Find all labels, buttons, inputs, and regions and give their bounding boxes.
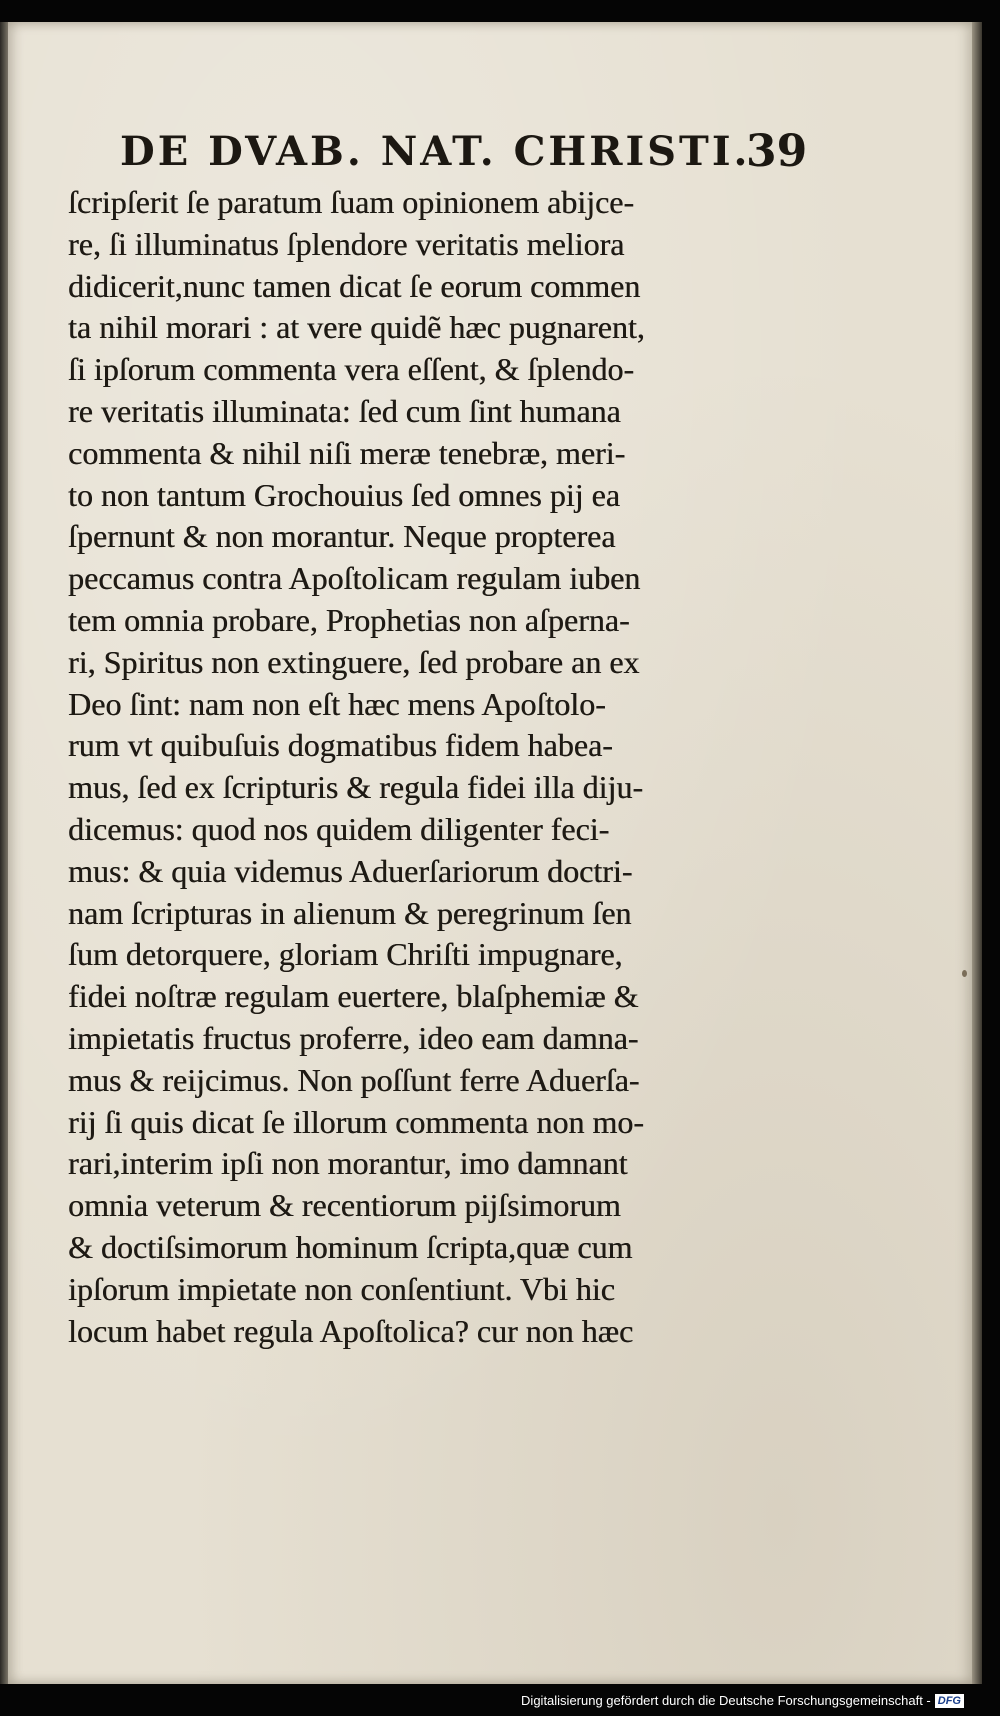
page-number: 39 (746, 126, 808, 177)
text-line: tem omnia probare, Prophetias non aſperna- (68, 601, 630, 638)
text-line: & doctiſsimorum hominum ſcripta,quæ cum (68, 1228, 633, 1265)
text-line: to non tantum Grochouius ſed omnes pij ea (68, 476, 620, 513)
text-line: rij ſi quis dicat ſe illorum commenta non mo- (68, 1103, 644, 1140)
text-line: rari,interim ipſi non morantur, imo damnant (68, 1145, 628, 1182)
text-line: mus & reijcimus. Non poſſunt ferre Aduerſa- (68, 1061, 640, 1098)
text-line: ipſorum impietate non conſentiunt. Vbi hic (68, 1270, 615, 1307)
running-head-title: DE DVAB. NAT. CHRISTI. (120, 128, 751, 175)
body-text (68, 182, 788, 1352)
text-line: ſum detorquere, gloriam Chriſti impugnare, (68, 936, 623, 973)
text-line: mus: & quia videmus Aduerſariorum doctri- (68, 852, 633, 889)
paper-speck (962, 970, 967, 977)
text-line: mus, ſed ex ſcripturis & regula fidei illa diju- (68, 769, 643, 806)
text-line: ſcripſerit ſe paratum ſuam opinionem abijce- (68, 184, 635, 220)
text-line: ſi ipſorum commenta vera eſſent, & ſplendo- (68, 351, 635, 388)
text-line: ta nihil morari : at vere quidẽ hæc pugnarent, (68, 309, 645, 346)
text-line: fidei noſtræ regulam euertere, blaſphemiæ & (68, 978, 639, 1015)
text-line: didicerit,nunc tamen dicat ſe eorum commen (68, 267, 641, 304)
text-line: ſpernunt & non morantur. Neque propterea (68, 518, 616, 555)
text-line: re veritatis illuminata: ſed cum ſint humana (68, 392, 621, 429)
page-right-edge (972, 22, 982, 1684)
text-line: nam ſcripturas in alienum & peregrinum ſen (68, 894, 632, 931)
text-line: ri, Spiritus non extinguere, ſed probare an ex (68, 643, 640, 680)
text-line: impietatis fructus proferre, ideo eam damna- (68, 1019, 639, 1056)
dfg-logo-icon: DFG (935, 1694, 964, 1708)
text-line: commenta & nihil niſi meræ tenebræ, meri- (68, 434, 626, 471)
running-head (120, 128, 820, 184)
digitization-credit (521, 1693, 964, 1708)
text-line: locum habet regula Apoſtolica? cur non hæc (68, 1312, 634, 1349)
text-line: dicemus: quod nos quidem diligenter feci- (68, 810, 610, 847)
text-line: rum vt quibuſuis dogmatibus fidem habea- (68, 727, 613, 764)
text-line: omnia veterum & recentiorum pijſsimorum (68, 1187, 621, 1224)
text-line: Deo ſint: nam non eſt hæc mens Apoſtolo- (68, 685, 606, 722)
credit-text: Digitalisierung gefördert durch die Deutsche Forschungsgemeinschaft - (521, 1693, 931, 1708)
text-line: peccamus contra Apoſtolicam regulam iuben (68, 560, 641, 597)
text-line: re, ſi illuminatus ſplendore veritatis meliora (68, 225, 625, 262)
